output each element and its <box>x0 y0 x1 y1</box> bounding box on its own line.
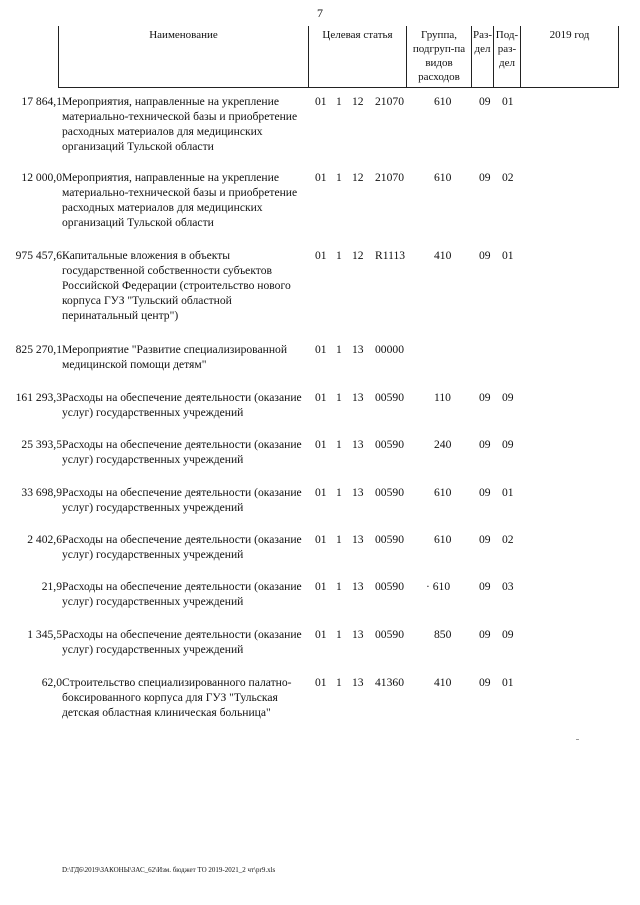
row-code-program: 01 <box>315 391 327 404</box>
header-podrazdel: Под-раз-дел <box>494 26 521 88</box>
row-name: Мероприятия, направленные на укрепление материально-технической базы и приобретение расходных материалов для медицинских организаций Тульской области <box>62 95 298 153</box>
row-code-program: 01 <box>315 95 327 108</box>
row-code-direction: 00590 <box>375 580 404 593</box>
row-code-subprogram: 1 <box>336 676 342 689</box>
row-code-program: 01 <box>315 533 327 546</box>
row-name: Капитальные вложения в объекты государственной собственности субъектов Российской Федерации (строительство нового корпуса ГУЗ "Тульский областной перинатальный центр") <box>62 249 291 322</box>
row-group: 110 <box>434 391 451 404</box>
header-group: Группа, подгруп-па видов расходов <box>407 26 472 88</box>
row-code-event: 12 <box>352 249 364 262</box>
header-razdel: Раз-дел <box>472 26 494 88</box>
row-code-direction: 21070 <box>375 171 404 184</box>
row-group: 610 <box>434 95 452 108</box>
row-name: Расходы на обеспечение деятельности (оказание услуг) государственных учреждений <box>62 580 302 608</box>
row-podrazdel: 09 <box>502 438 514 451</box>
page-number: 7 <box>317 6 323 20</box>
row-amount: 161 293,3 <box>15 391 62 404</box>
row-group: 850 <box>434 628 452 641</box>
row-code-subprogram: 1 <box>336 486 342 499</box>
row-amount: 33 698,9 <box>21 486 62 499</box>
row-group: 410 <box>434 249 452 262</box>
row-code-subprogram: 1 <box>336 249 342 262</box>
row-name: Расходы на обеспечение деятельности (оказание услуг) государственных учреждений <box>62 438 302 466</box>
row-code-program: 01 <box>315 676 327 689</box>
row-amount: 25 393,5 <box>21 438 62 451</box>
row-amount: 825 270,1 <box>15 343 62 356</box>
row-group: 240 <box>434 438 452 451</box>
row-name: Мероприятие "Развитие специализированной медицинской помощи детям" <box>62 343 288 371</box>
row-podrazdel: 01 <box>502 676 514 689</box>
row-code-event: 12 <box>352 171 364 184</box>
row-code-direction: 00000 <box>375 343 404 356</box>
row-code-event: 13 <box>352 580 364 593</box>
row-code-subprogram: 1 <box>336 171 342 184</box>
row-group: 410 <box>434 676 452 689</box>
row-podrazdel: 02 <box>502 533 514 546</box>
row-razdel: 09 <box>479 533 491 546</box>
row-name: Мероприятия, направленные на укрепление материально-технической базы и приобретение расходных материалов для медицинских организаций Тульской области <box>62 171 298 229</box>
row-code-program: 01 <box>315 171 327 184</box>
row-code-subprogram: 1 <box>336 95 342 108</box>
header-year: 2019 год <box>521 26 619 88</box>
row-razdel: 09 <box>479 628 491 641</box>
row-code-event: 13 <box>352 438 364 451</box>
row-code-event: 13 <box>352 628 364 641</box>
row-razdel: 09 <box>479 676 491 689</box>
row-code-program: 01 <box>315 249 327 262</box>
table-header <box>58 26 619 88</box>
row-podrazdel: 02 <box>502 171 514 184</box>
row-group: 610 <box>434 171 452 184</box>
row-code-subprogram: 1 <box>336 438 342 451</box>
row-razdel: 09 <box>479 249 491 262</box>
row-code-subprogram: 1 <box>336 533 342 546</box>
row-code-subprogram: 1 <box>336 628 342 641</box>
row-razdel: 09 <box>479 580 491 593</box>
row-group: · 610 <box>426 580 451 593</box>
row-amount: 17 864,1 <box>21 95 62 108</box>
row-name: Расходы на обеспечение деятельности (оказание услуг) государственных учреждений <box>62 391 302 419</box>
row-podrazdel: 01 <box>502 249 514 262</box>
row-razdel: 09 <box>479 486 491 499</box>
row-code-subprogram: 1 <box>336 391 342 404</box>
row-name: Расходы на обеспечение деятельности (оказание услуг) государственных учреждений <box>62 486 302 514</box>
row-code-direction: 21070 <box>375 95 404 108</box>
header-name: Наименование <box>59 26 309 88</box>
row-code-direction: 41360 <box>375 676 404 689</box>
header-target-article: Целевая статья <box>309 26 407 88</box>
row-code-program: 01 <box>315 628 327 641</box>
row-podrazdel: 01 <box>502 95 514 108</box>
row-podrazdel: 09 <box>502 628 514 641</box>
row-podrazdel: 01 <box>502 486 514 499</box>
row-podrazdel: 09 <box>502 391 514 404</box>
row-code-event: 12 <box>352 95 364 108</box>
row-amount: 975 457,6 <box>15 249 62 262</box>
row-code-direction: R1113 <box>375 249 406 262</box>
row-amount: 21,9 <box>41 580 62 593</box>
row-code-direction: 00590 <box>375 438 404 451</box>
row-code-event: 13 <box>352 533 364 546</box>
row-amount: 62,0 <box>41 676 62 689</box>
row-razdel: 09 <box>479 438 491 451</box>
row-code-event: 13 <box>352 676 364 689</box>
scan-speck <box>576 739 579 740</box>
row-group: 610 <box>434 486 452 499</box>
row-code-direction: 00590 <box>375 486 404 499</box>
row-razdel: 09 <box>479 171 491 184</box>
row-name: Расходы на обеспечение деятельности (оказание услуг) государственных учреждений <box>62 628 302 656</box>
row-code-direction: 00590 <box>375 533 404 546</box>
row-razdel: 09 <box>479 95 491 108</box>
row-code-program: 01 <box>315 438 327 451</box>
row-code-direction: 00590 <box>375 628 404 641</box>
row-amount: 12 000,0 <box>21 171 62 184</box>
row-code-subprogram: 1 <box>336 580 342 593</box>
row-name: Строительство специализированного палатно-боксированного корпуса для ГУЗ "Тульская детская областная клиническая больница" <box>62 676 292 719</box>
row-code-direction: 00590 <box>375 391 404 404</box>
row-name: Расходы на обеспечение деятельности (оказание услуг) государственных учреждений <box>62 533 302 561</box>
row-amount: 2 402,6 <box>27 533 62 546</box>
row-code-program: 01 <box>315 580 327 593</box>
row-code-program: 01 <box>315 343 327 356</box>
row-code-program: 01 <box>315 486 327 499</box>
row-podrazdel: 03 <box>502 580 514 593</box>
row-code-event: 13 <box>352 486 364 499</box>
row-code-event: 13 <box>352 391 364 404</box>
row-code-subprogram: 1 <box>336 343 342 356</box>
footer-file-path: D:\ГД6\2019\ЗАКОНЫ\ЗАС_62\Изм. бюджет ТО 2019-2021_2 чт\pr9.xls <box>62 866 276 874</box>
row-amount: 1 345,5 <box>27 628 62 641</box>
row-code-event: 13 <box>352 343 364 356</box>
row-razdel: 09 <box>479 391 491 404</box>
row-group: 610 <box>434 533 452 546</box>
